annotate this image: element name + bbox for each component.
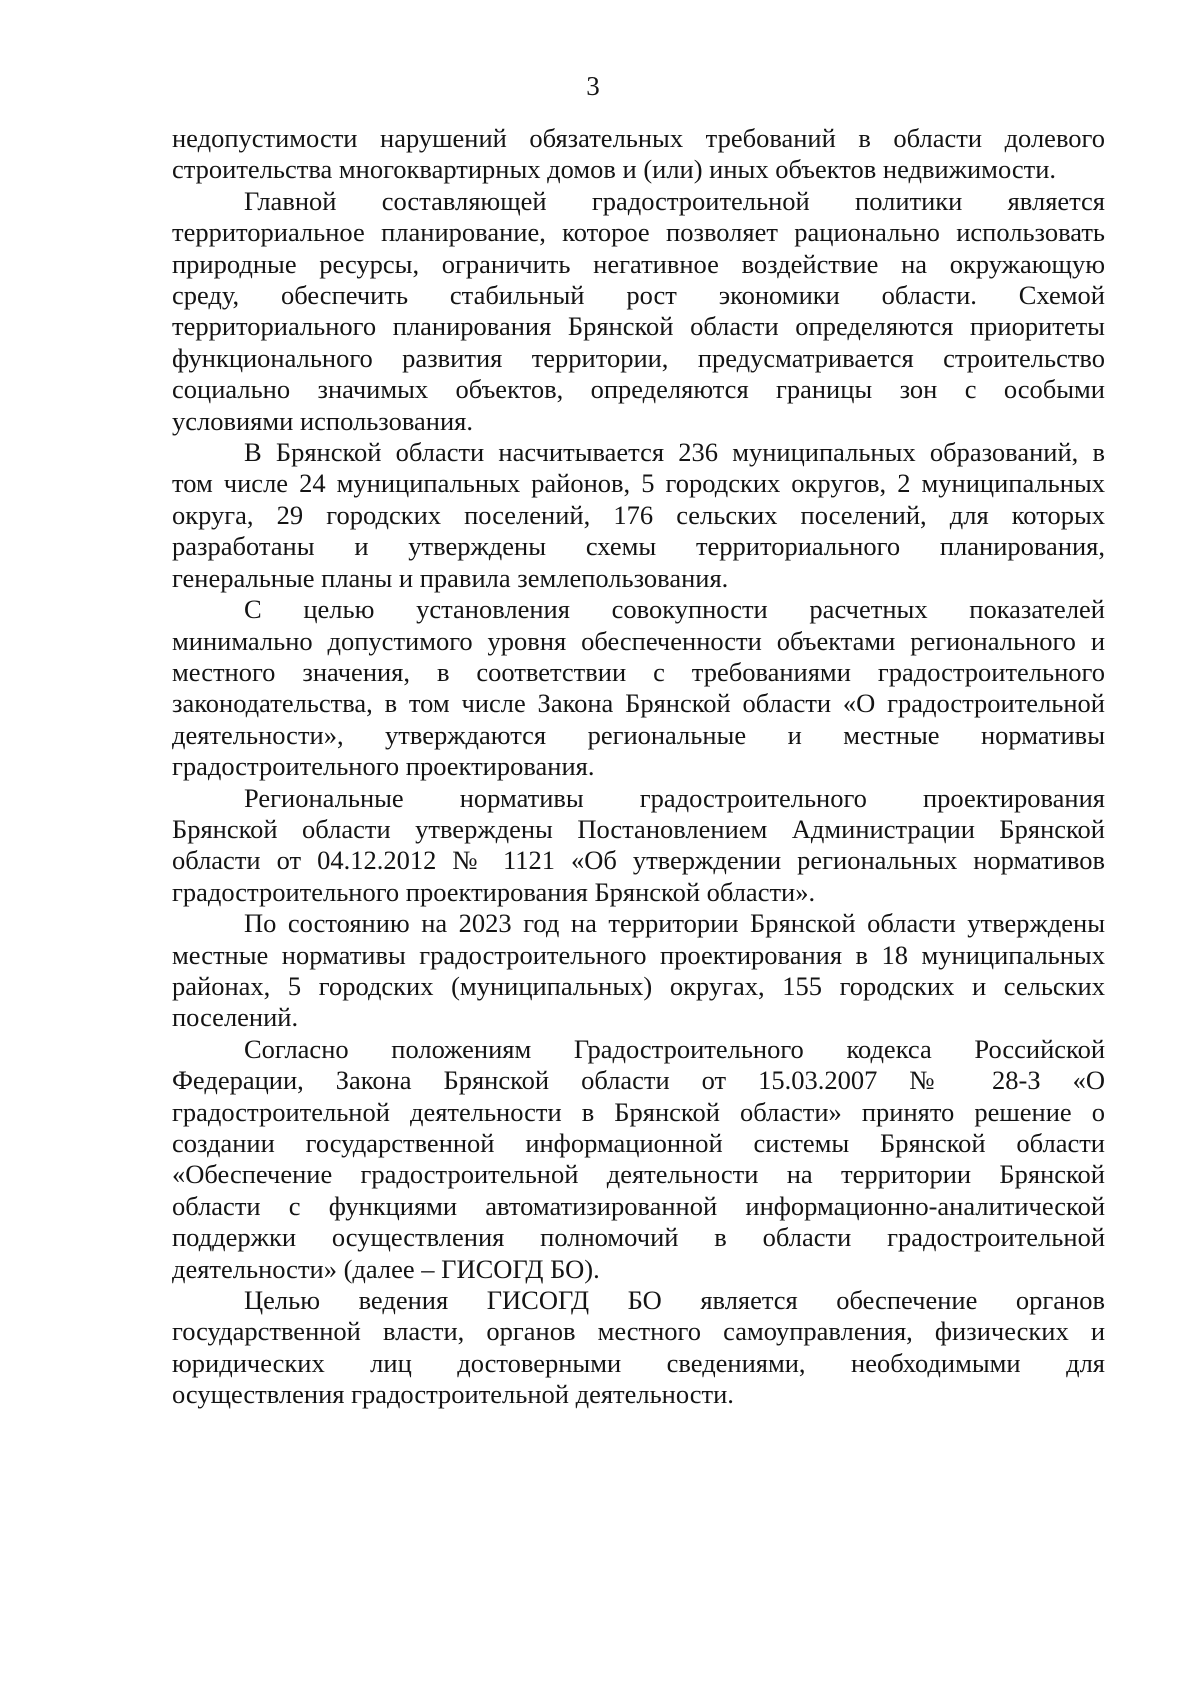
text-line: социально значимых объектов, определяются границы зон с особыми (172, 374, 1105, 405)
text-line: государственной власти, органов местного самоуправления, физических и (172, 1316, 1105, 1347)
paragraph (172, 1285, 1105, 1411)
text-line: градостроительного проектирования. (172, 751, 595, 782)
text-line: осуществления градостроительной деятельности. (172, 1379, 734, 1410)
text-line: градостроительной деятельности в Брянской области» принято решение о (172, 1096, 1105, 1127)
page-number: 3 (586, 71, 600, 101)
text-line: территориальное планирование, которое позволяет рационально использовать (172, 217, 1105, 248)
text-line: природные ресурсы, ограничить негативное воздействие на окружающую (172, 248, 1105, 279)
text-line: среду, обеспечить стабильный рост экономики области. Схемой (172, 280, 1105, 311)
text-line: юридических лиц достоверными сведениями, необходимыми для (172, 1347, 1105, 1378)
text-line: области от 04.12.2012 № 1121 «Об утверждении региональных нормативов (172, 845, 1105, 876)
text-line: В Брянской области насчитывается 236 муниципальных образований, в (244, 437, 1105, 468)
text-line: законодательства, в том числе Закона Брянской области «О градостроительной (172, 688, 1105, 719)
text-line: Федерации, Закона Брянской области от 15.03.2007 № 28-З «О (172, 1065, 1105, 1096)
text-line: поддержки осуществления полномочий в области градостроительной (172, 1222, 1105, 1253)
text-line: районах, 5 городских (муниципальных) округах, 155 городских и сельских (172, 970, 1105, 1001)
text-line: строительства многоквартирных домов и (или) иных объектов недвижимости. (172, 154, 1056, 185)
text-line: разработаны и утверждены схемы территориального планирования, (172, 531, 1105, 562)
text-line: минимально допустимого уровня обеспеченности объектами регионального и (172, 625, 1105, 656)
text-line: Целью ведения ГИСОГД БО является обеспечение органов (244, 1285, 1105, 1316)
paragraph (172, 908, 1105, 1034)
text-line: территориального планирования Брянской области определяются приоритеты (172, 311, 1105, 342)
text-line: генеральные планы и правила землепользования. (172, 562, 729, 593)
text-line: С целью установления совокупности расчетных показателей (244, 594, 1105, 625)
text-line: поселений. (172, 1002, 299, 1033)
text-line: местные нормативы градостроительного проектирования в 18 муниципальных (172, 939, 1105, 970)
text-line: недопустимости нарушений обязательных требований в области долевого (172, 123, 1105, 153)
text-line: деятельности» (далее – ГИСОГД БО). (172, 1253, 600, 1284)
paragraph (172, 594, 1105, 782)
text-line: Согласно положениям Градостроительного кодекса Российской (244, 1033, 1105, 1064)
text-line: «Обеспечение градостроительной деятельности на территории Брянской (172, 1159, 1105, 1190)
text-line: условиями использования. (172, 405, 473, 436)
text-line: Региональные нормативы градостроительного проектирования (244, 782, 1105, 813)
paragraph (172, 123, 1105, 186)
paragraph (172, 437, 1105, 594)
paragraph (172, 783, 1105, 909)
text-line: том числе 24 муниципальных районов, 5 городских округов, 2 муниципальных (172, 468, 1105, 499)
text-line: местного значения, в соответствии с требованиями градостроительного (172, 656, 1105, 687)
text-line: градостроительного проектирования Брянской области». (172, 876, 816, 907)
paragraph (172, 1034, 1105, 1285)
text-line: деятельности», утверждаются региональные и местные нормативы (172, 719, 1105, 750)
paragraph (172, 186, 1105, 437)
text-line: округа, 29 городских поселений, 176 сельских поселений, для которых (172, 499, 1105, 530)
text-line: области с функциями автоматизированной информационно-аналитической (172, 1190, 1105, 1221)
text-line: создании государственной информационной системы Брянской области (172, 1128, 1105, 1158)
text-line: Брянской области утверждены Постановлением Администрации Брянской (172, 813, 1105, 844)
text-line: функционального развития территории, предусматривается строительство (172, 342, 1105, 373)
text-line: Главной составляющей градостроительной политики является (244, 185, 1105, 216)
text-line: По состоянию на 2023 год на территории Брянской области утверждены (244, 908, 1105, 939)
document-body (172, 123, 1105, 1411)
